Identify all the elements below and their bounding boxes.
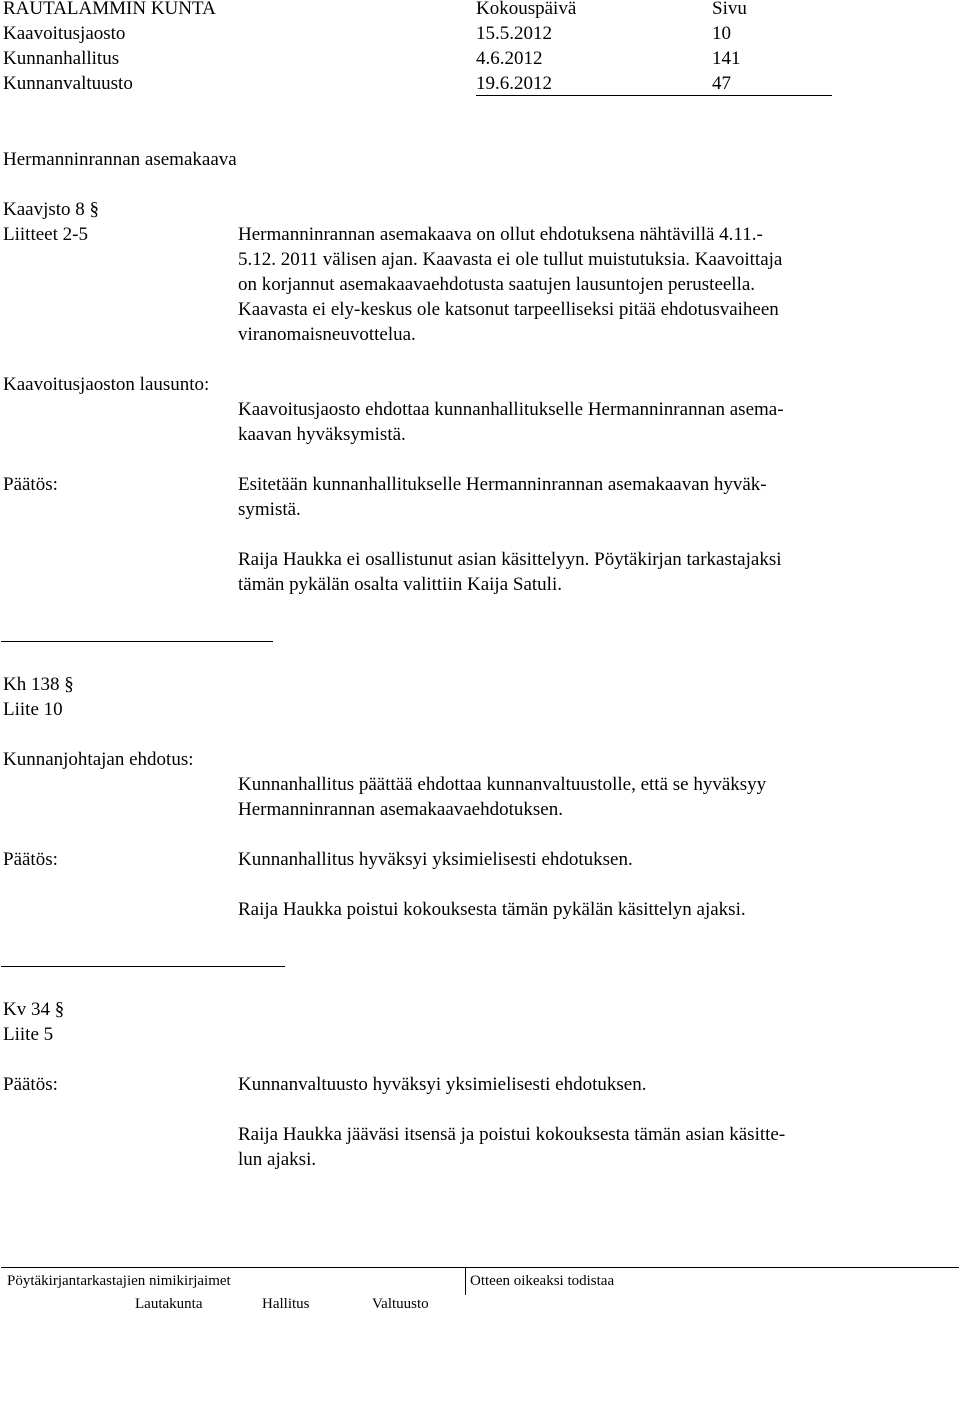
document-title: Hermanninrannan asemakaava xyxy=(3,149,237,170)
decision-line: Esitetään kunnanhallitukselle Hermanninrannan asemakaavan hyväk- xyxy=(238,474,767,495)
header-body: Kaavoitusjaosto xyxy=(3,23,126,44)
attachment-label: Liite 5 xyxy=(3,1024,54,1045)
note-text: Raija Haukka poistui kokouksesta tämän pykälän käsittelyn ajaksi. xyxy=(238,899,746,920)
footer-body-hallitus: Hallitus xyxy=(262,1296,310,1312)
header-page: 10 xyxy=(712,23,731,44)
decision-line: symistä. xyxy=(238,499,301,520)
section-divider xyxy=(1,641,273,642)
statement-label: Kaavoitusjaoston lausunto: xyxy=(3,374,210,395)
statement-line: Kaavoitusjaosto ehdottaa kunnanhallitukselle Hermanninrannan asema- xyxy=(238,399,784,420)
header-date: 19.6.2012 xyxy=(476,73,552,94)
section-ref: Kh 138 § xyxy=(3,674,74,695)
footer-column-divider xyxy=(465,1267,466,1295)
note-line: lun ajaksi. xyxy=(238,1149,317,1170)
header-page: 47 xyxy=(712,73,731,94)
header-body: Kunnanhallitus xyxy=(3,48,120,69)
decision-text: Kunnanhallitus hyväksyi yksimielisesti ehdotuksen. xyxy=(238,849,633,870)
header-date: 15.5.2012 xyxy=(476,23,552,44)
intro-line: on korjannut asemakaavaehdotusta saatujen lausuntojen perusteella. xyxy=(238,274,756,295)
intro-line: viranomaisneuvottelua. xyxy=(238,324,416,345)
header-page-label: Sivu xyxy=(712,0,747,19)
decision-label: Päätös: xyxy=(3,1074,58,1095)
proposal-label: Kunnanjohtajan ehdotus: xyxy=(3,749,194,770)
municipality-name: RAUTALAMMIN KUNTA xyxy=(3,0,216,19)
section-ref: Kv 34 § xyxy=(3,999,65,1020)
footer-body-valtuusto: Valtuusto xyxy=(372,1296,429,1312)
proposal-line: Hermanninrannan asemakaavaehdotuksen. xyxy=(238,799,563,820)
certified-label: Otteen oikeaksi todistaa xyxy=(470,1273,615,1289)
note-line: tämän pykälän osalta valittiin Kaija Satuli. xyxy=(238,574,562,595)
proposal-line: Kunnanhallitus päättää ehdottaa kunnanvaltuustolle, että se hyväksyy xyxy=(238,774,767,795)
intro-line: Hermanninrannan asemakaava on ollut ehdotuksena nähtävillä 4.11.- xyxy=(238,224,763,245)
decision-label: Päätös: xyxy=(3,474,58,495)
footer-rule xyxy=(1,1267,959,1268)
header-underline xyxy=(476,95,832,96)
section-divider xyxy=(1,966,285,967)
header-date: 4.6.2012 xyxy=(476,48,543,69)
note-line: Raija Haukka jääväsi itsensä ja poistui kokouksesta tämän asian käsitte- xyxy=(238,1124,786,1145)
decision-text: Kunnanvaltuusto hyväksyi yksimielisesti ehdotuksen. xyxy=(238,1074,647,1095)
section-ref: Kaavjsto 8 § xyxy=(3,199,100,220)
header-page: 141 xyxy=(712,48,741,69)
header-date-label: Kokouspäivä xyxy=(476,0,577,19)
attachments-label: Liitteet 2-5 xyxy=(3,224,88,245)
decision-label: Päätös: xyxy=(3,849,58,870)
statement-line: kaavan hyväksymistä. xyxy=(238,424,406,445)
signatures-label: Pöytäkirjantarkastajien nimikirjaimet xyxy=(7,1273,231,1289)
footer-body-lautakunta: Lautakunta xyxy=(135,1296,203,1312)
intro-line: Kaavasta ei ely-keskus ole katsonut tarpeelliseksi pitää ehdotusvaiheen xyxy=(238,299,779,320)
note-line: Raija Haukka ei osallistunut asian käsittelyyn. Pöytäkirjan tarkastajaksi xyxy=(238,549,782,570)
intro-line: 5.12. 2011 välisen ajan. Kaavasta ei ole tullut muistutuksia. Kaavoittaja xyxy=(238,249,783,270)
header-body: Kunnanvaltuusto xyxy=(3,73,133,94)
attachment-label: Liite 10 xyxy=(3,699,63,720)
